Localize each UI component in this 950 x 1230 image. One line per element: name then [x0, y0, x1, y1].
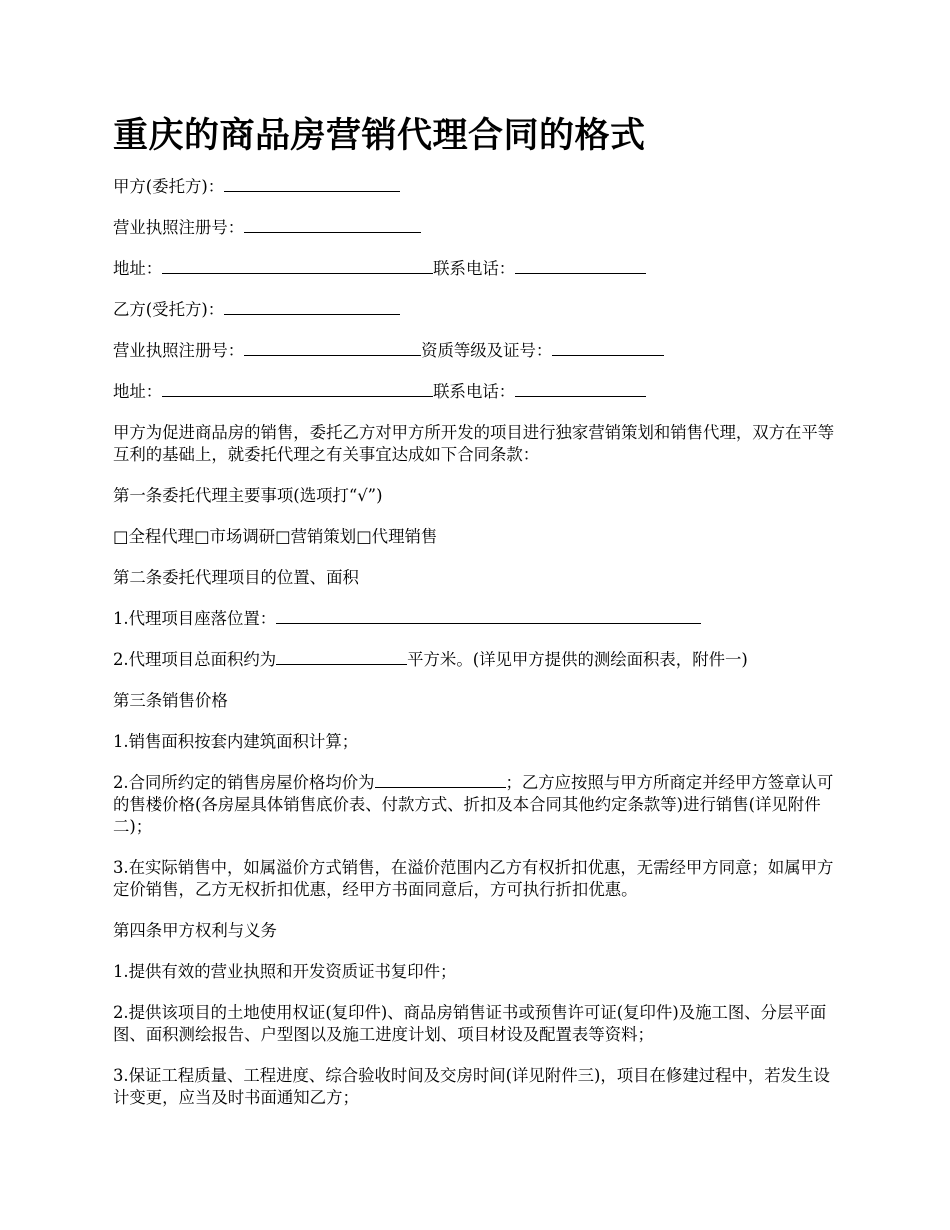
average-price-label: 2.合同所约定的销售房屋价格均价为 [113, 773, 375, 792]
party-b-blank [224, 299, 400, 315]
page-title: 重庆的商品房营销代理合同的格式 [113, 116, 646, 156]
article4-item3: 3.保证工程质量、工程进度、综合验收时间及交房时间(详见附件三)，项目在修建过程中，若发生设计变更，应当及时书面通知乙方； [113, 1066, 830, 1107]
article3-item3: 3.在实际销售中，如属溢价方式销售，在溢价范围内乙方有权折扣优惠，无需经甲方同意；如属甲方定价销售，乙方无权折扣优惠，经甲方书面同意后，方可执行折扣优惠。 [113, 858, 834, 899]
option-market-research: □市场调研 [194, 527, 276, 546]
option-sales-agency: □代理销售 [356, 527, 438, 546]
average-price-blank [375, 772, 506, 788]
article2-heading: 第二条委托代理项目的位置、面积 [113, 568, 359, 587]
party-a-license-label: 营业执照注册号： [113, 218, 245, 237]
party-b-license-label: 营业执照注册号： [113, 341, 245, 360]
party-a-phone-label: 联系电话： [433, 259, 516, 278]
party-b-address-line [113, 381, 845, 403]
article2-item2 [113, 649, 845, 671]
party-b-address-blank [162, 381, 433, 397]
party-a-line [113, 176, 845, 198]
article3-heading: 第三条销售价格 [113, 691, 228, 710]
intro-paragraph: 甲方为促进商品房的销售，委托乙方对甲方所开发的项目进行独家营销策划和销售代理，双方在平等互利的基础上，就委托代理之有关事宜达成如下合同条款： [113, 423, 835, 464]
party-b-qualification-blank [552, 340, 664, 356]
article4-item1: 1.提供有效的营业执照和开发资质证书复印件； [113, 962, 457, 981]
party-a-phone-blank [515, 258, 646, 274]
article1-heading: 第一条委托代理主要事项(选项打“√”) [113, 486, 383, 505]
article3-item1: 1.销售面积按套内建筑面积计算； [113, 732, 359, 751]
party-b-phone-label: 联系电话： [433, 382, 516, 401]
article4-item2: 2.提供该项目的土地使用权证(复印件)、商品房销售证书或预售许可证(复印件)及施工图、分层平面图、面积测绘报告、户型图以及施工进度计划、项目材设及配置表等资料； [113, 1003, 827, 1044]
article3-item2-rest: ；乙方应按照与甲方所商定并经甲方签章认可的售楼价格(各房屋具体销售底价表、付款方式、折扣及本合同其他约定条款等)进行销售(详见附件二)； [113, 773, 834, 836]
option-marketing-planning: □营销策划 [275, 527, 357, 546]
party-a-label: 甲方(委托方)： [113, 177, 225, 196]
project-area-suffix: 平方米。(详见甲方提供的测绘面积表，附件一) [407, 650, 748, 669]
party-b-phone-blank [515, 381, 646, 397]
party-b-line [113, 299, 845, 321]
contract-document [113, 108, 845, 1128]
party-a-address-label: 地址： [113, 259, 163, 278]
party-b-label: 乙方(受托方)： [113, 300, 225, 319]
party-a-address-line [113, 258, 845, 280]
article4-heading: 第四条甲方权利与义务 [113, 921, 277, 940]
project-area-blank [276, 649, 407, 665]
party-a-blank [224, 176, 400, 192]
option-full-agency: □全程代理 [113, 527, 195, 546]
project-location-blank [276, 608, 701, 624]
article2-item1 [113, 608, 845, 630]
party-a-license-line [113, 217, 845, 239]
project-location-label: 1.代理项目座落位置： [113, 609, 277, 628]
party-b-qualification-label: 资质等级及证号： [421, 341, 553, 360]
party-b-license-blank [244, 340, 421, 356]
party-b-license-line [113, 340, 845, 362]
article3-item2 [113, 772, 845, 838]
party-a-license-blank [244, 217, 421, 233]
party-a-address-blank [162, 258, 433, 274]
article1-options [113, 526, 845, 548]
project-area-label: 2.代理项目总面积约为 [113, 650, 277, 669]
party-b-address-label: 地址： [113, 382, 163, 401]
